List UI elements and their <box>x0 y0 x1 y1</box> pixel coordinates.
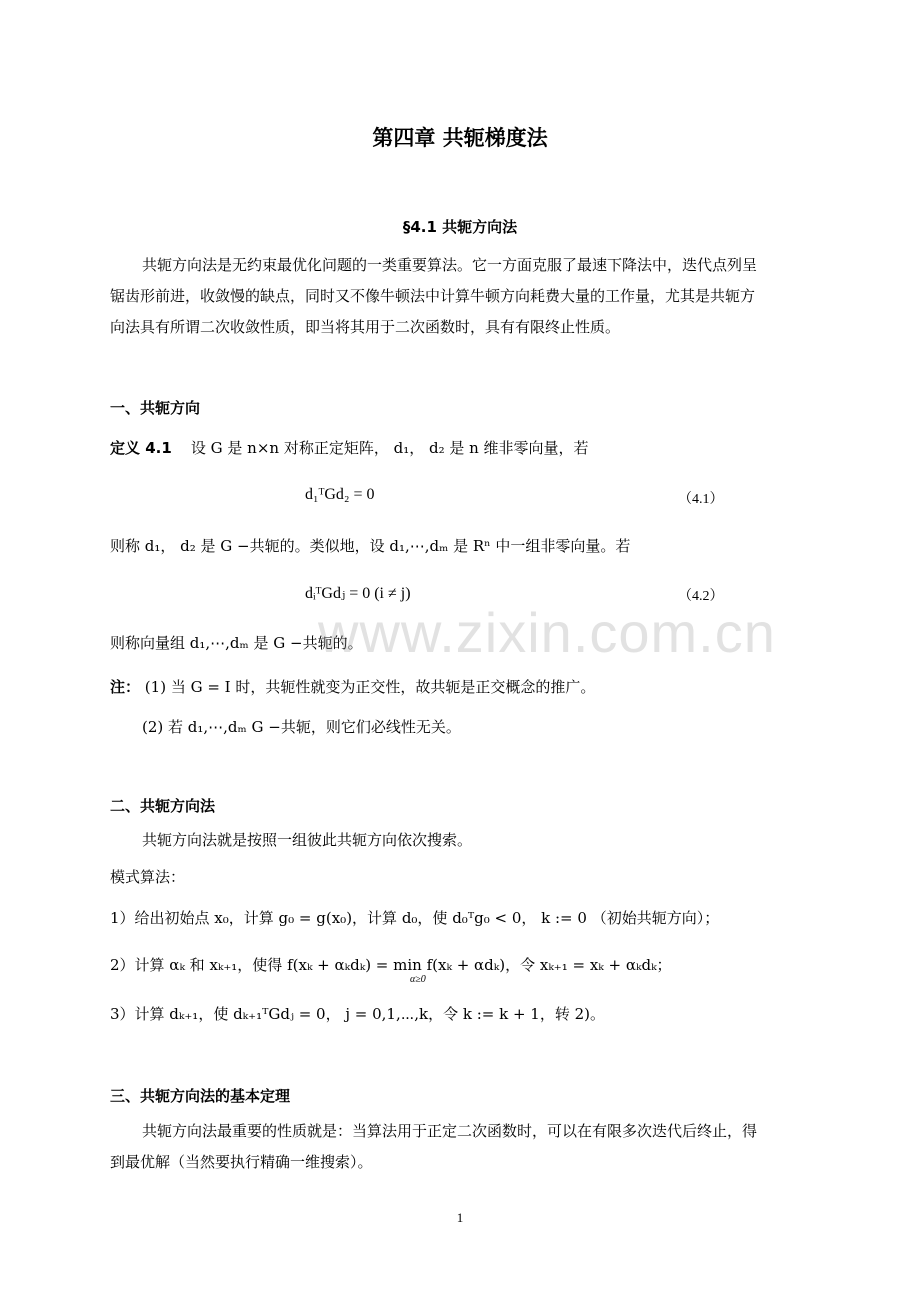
intro-line-2: 锯齿形前进，收敛慢的缺点，同时又不像牛顿法中计算牛顿方向耗费大量的工作量，尤其是共轭方 <box>110 287 756 305</box>
algorithm-step-1: 1）给出初始点 x₀，计算 g₀ = g(x₀)，计算 d₀，使 d₀ᵀg₀ < 0， k := 0 （初始共轭方向）； <box>110 909 720 927</box>
page-title: 第四章 共轭梯度法 <box>372 126 548 150</box>
equation-4-2: dᵢᵀGdⱼ = 0 (i ≠ j) <box>305 585 411 602</box>
page-number: 1 <box>456 1210 464 1225</box>
heading-conjugate-direction: 一、共轭方向 <box>110 399 201 417</box>
equation-number-4-1: （4.1） <box>678 492 724 507</box>
definition-line-3: 则称向量组 d₁,⋯,dₘ 是 G −共轭的。 <box>110 634 363 652</box>
algorithm-step-3: 3）计算 dₖ₊₁，使 dₖ₊₁ᵀGdⱼ = 0， j = 0,1,⋯,k，令 k := k + 1，转 2)。 <box>110 1005 606 1023</box>
intro-line-1: 共轭方向法是无约束最优化问题的一类重要算法。它一方面克服了最速下降法中，迭代点列呈 <box>142 256 758 274</box>
note-1-text: (1) 当 G = I 时，共轭性就变为正交性，故共轭是正交概念的推广。 <box>144 678 596 696</box>
min-subscript: α≥0 <box>410 974 426 985</box>
note-label: 注： <box>110 678 141 696</box>
heading-basic-theorem: 三、共轭方向法的基本定理 <box>110 1087 291 1105</box>
definition <box>110 437 589 458</box>
watermark: www.zixin.com.cn <box>318 601 776 664</box>
note-2: (2) 若 d₁,⋯,dₘ G −共轭，则它们必线性无关。 <box>142 718 461 736</box>
note-1 <box>110 676 595 697</box>
theorem-line-2: 到最优解（当然要执行精确一维搜索）。 <box>110 1153 373 1171</box>
heading-conjugate-direction-method: 二、共轭方向法 <box>110 797 216 815</box>
equation-number-4-2: （4.2） <box>678 589 724 604</box>
algorithm-step-2: 2）计算 αₖ 和 xₖ₊₁，使得 f(xₖ + αₖdₖ) = min f(xₖ + αdₖ)，令 xₖ₊₁ = xₖ + αₖdₖ； <box>110 956 672 974</box>
section-heading: §4.1 共轭方向法 <box>402 218 518 236</box>
equation-4-1: d₁ᵀGd₂ = 0 <box>305 486 375 503</box>
method-description: 共轭方向法就是按照一组彼此共轭方向依次搜索。 <box>142 831 473 849</box>
definition-text: 设 G 是 n×n 对称正定矩阵， d₁， d₂ 是 n 维非零向量，若 <box>190 439 589 457</box>
definition-label: 定义 4.1 <box>110 439 172 457</box>
theorem-line-1: 共轭方向法最重要的性质就是：当算法用于正定二次函数时，可以在有限多次迭代后终止，得 <box>142 1122 758 1140</box>
intro-line-3: 向法具有所谓二次收敛性质，即当将其用于二次函数时，具有有限终止性质。 <box>110 318 621 336</box>
algorithm-label: 模式算法： <box>110 868 186 886</box>
definition-line-2: 则称 d₁， d₂ 是 G −共轭的。类似地，设 d₁,⋯,dₘ 是 Rⁿ 中一组非零向量。若 <box>110 537 631 555</box>
